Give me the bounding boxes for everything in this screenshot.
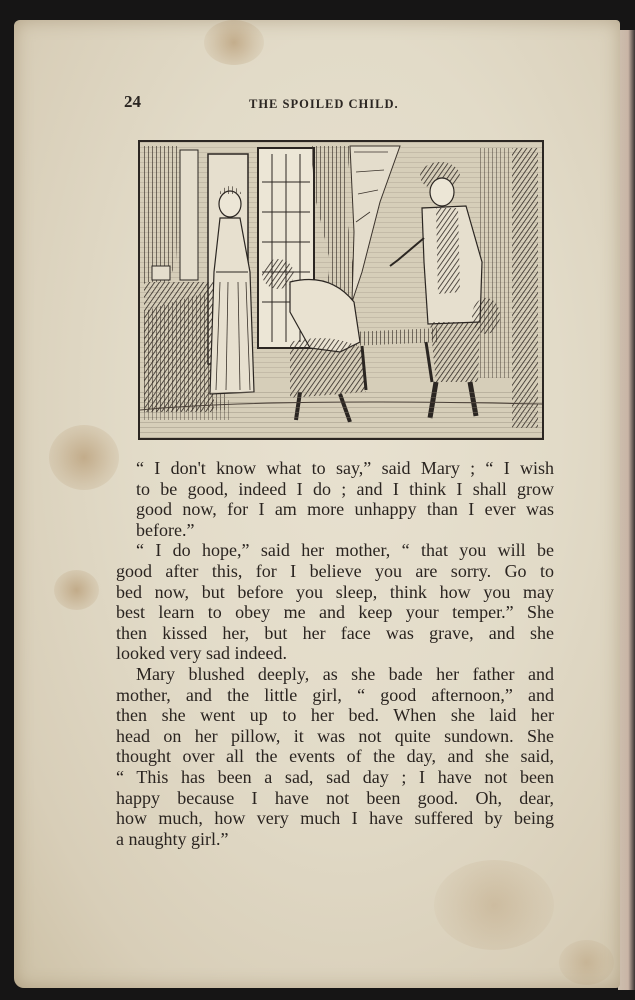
paragraph [116,664,554,849]
text-line: how much, how very much I have suffered by being [116,808,554,829]
book-page [14,20,620,988]
text-line: good now, for I am more unhappy than I ever was [136,499,554,520]
text-line: looked very sad indeed. [116,643,287,664]
paragraph [116,540,554,664]
text-line: bed now, but before you sleep, think how you may [116,581,554,602]
text-line: thought over all the events of the day, and she said, [116,746,554,767]
text-line: “ I don't know what to say,” said Mary ; “ I wish [136,458,554,478]
foxing-stain [49,425,119,490]
paragraph [116,458,554,540]
text-line: mother, and the little girl, “ good afternoon,” and [116,684,554,705]
text-line: happy because I have not been good. Oh, dear, [116,787,554,808]
foxing-stain [434,860,554,950]
text-line: a naughty girl.” [116,828,229,849]
text-line: good after this, for I believe you are sorry. Go to [116,560,554,581]
text-line: “ I do hope,” said her mother, “ that you will be [136,540,554,561]
foxing-stain [559,940,614,985]
text-line: head on her pillow, it was not quite sundown. She [116,725,554,746]
text-line: then she went up to her bed. When she laid her [116,705,554,726]
adjacent-page-edge [618,30,635,990]
running-head: THE SPOILED CHILD. [249,97,399,111]
body-text [116,458,554,849]
page-number: 24 [124,92,141,111]
text-line: then kissed her, but her face was grave, and she [116,622,554,643]
text-line: to be good, indeed I do ; and I think I shall grow [136,478,554,499]
foxing-stain [54,570,99,610]
text-line: before.” [136,519,195,540]
text-line: “ This has been a sad, sad day ; I have not been [116,766,554,787]
text-line: best learn to obey me and keep your temper.” She [116,602,554,623]
woodcut-illustration [138,140,544,440]
foxing-stain [204,20,264,65]
text-line: Mary blushed deeply, as she bade her father and [136,663,554,684]
